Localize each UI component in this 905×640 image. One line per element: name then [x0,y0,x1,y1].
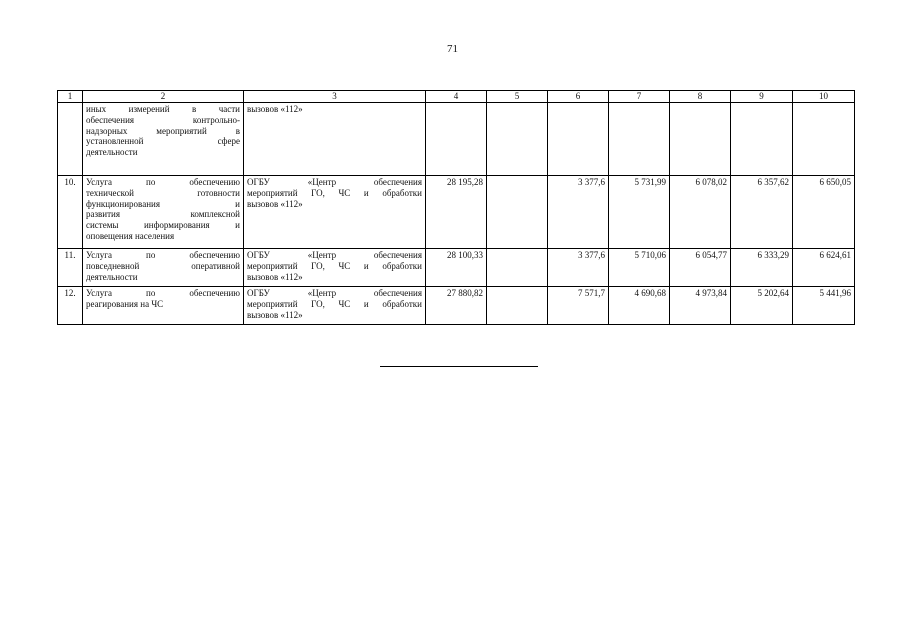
org-line: вызовов «112» [247,271,303,282]
value-cell [548,103,609,176]
service-line: деятельности [86,271,138,282]
value-cell: 4 973,84 [670,287,731,325]
column-header: 1 [58,91,83,103]
column-header: 5 [487,91,548,103]
value-cell: 27 880,82 [426,287,487,325]
value-cell: 28 195,28 [426,176,487,249]
value-cell: 5 731,99 [609,176,670,249]
column-header: 3 [244,91,426,103]
value-cell [426,103,487,176]
org-line: мероприятий ГО, ЧС и обработки [247,298,422,309]
value-cell: 5 202,64 [731,287,793,325]
value-cell: 6 054,77 [670,249,731,287]
org-line: ОГБУ «Центр обеспечения [247,177,422,187]
value-cell [487,103,548,176]
org-line: мероприятий ГО, ЧС и обработки [247,260,422,271]
service-line: надзорных мероприятий в [86,125,240,136]
column-header: 9 [731,91,793,103]
service-line: Услуга по обеспечению [86,288,240,298]
value-cell [487,176,548,249]
service-line: технической готовности [86,187,240,198]
organization-cell [244,249,426,287]
value-cell [609,103,670,176]
row-number [58,103,83,176]
services-table [57,90,855,325]
row-number: 11. [58,249,83,287]
table-row [58,249,855,287]
column-header: 6 [548,91,609,103]
column-header: 7 [609,91,670,103]
closing-rule [380,366,538,367]
service-line: обеспечения контрольно- [86,114,240,125]
organization-cell [244,287,426,325]
value-cell: 6 333,29 [731,249,793,287]
value-cell [670,103,731,176]
org-line: вызовов «112» [247,309,303,320]
service-line: иных измерений в части [86,104,240,114]
row-number: 10. [58,176,83,249]
row-number: 12. [58,287,83,325]
service-line: повседневной оперативной [86,260,240,271]
organization-cell [244,176,426,249]
value-cell: 6 357,62 [731,176,793,249]
value-cell [487,249,548,287]
service-line: развития комплексной [86,209,240,220]
value-cell: 5 441,96 [793,287,855,325]
service-cell [83,249,244,287]
service-cell [83,103,244,176]
service-line: Услуга по обеспечению [86,250,240,260]
table-row [58,103,855,176]
organization-cell [244,103,426,176]
service-line: Услуга по обеспечению [86,177,240,187]
org-line: мероприятий ГО, ЧС и обработки [247,187,422,198]
org-line: ОГБУ «Центр обеспечения [247,250,422,260]
value-cell: 4 690,68 [609,287,670,325]
column-header: 8 [670,91,731,103]
column-header: 4 [426,91,487,103]
column-header: 2 [83,91,244,103]
value-cell: 3 377,6 [548,176,609,249]
value-cell: 6 650,05 [793,176,855,249]
value-cell: 3 377,6 [548,249,609,287]
value-cell: 28 100,33 [426,249,487,287]
org-line: вызовов «112» [247,198,303,209]
value-cell: 5 710,06 [609,249,670,287]
org-line: ОГБУ «Центр обеспечения [247,288,422,298]
table-row [58,176,855,249]
value-cell: 6 078,02 [670,176,731,249]
org-line: вызовов «112» [247,104,303,114]
service-line: функционирования и [86,198,240,209]
service-line: системы информирования и [86,220,240,231]
column-header: 10 [793,91,855,103]
value-cell: 7 571,7 [548,287,609,325]
table-row [58,287,855,325]
page-number: 71 [447,43,458,55]
value-cell [487,287,548,325]
value-cell [731,103,793,176]
service-line: установленной сфере [86,136,240,147]
service-line: реагирования на ЧС [86,298,164,309]
service-cell [83,287,244,325]
service-line: деятельности [86,147,138,158]
value-cell [793,103,855,176]
value-cell: 6 624,61 [793,249,855,287]
service-cell [83,176,244,249]
service-line: оповещения населения [86,230,175,241]
table-header-row [58,91,855,103]
